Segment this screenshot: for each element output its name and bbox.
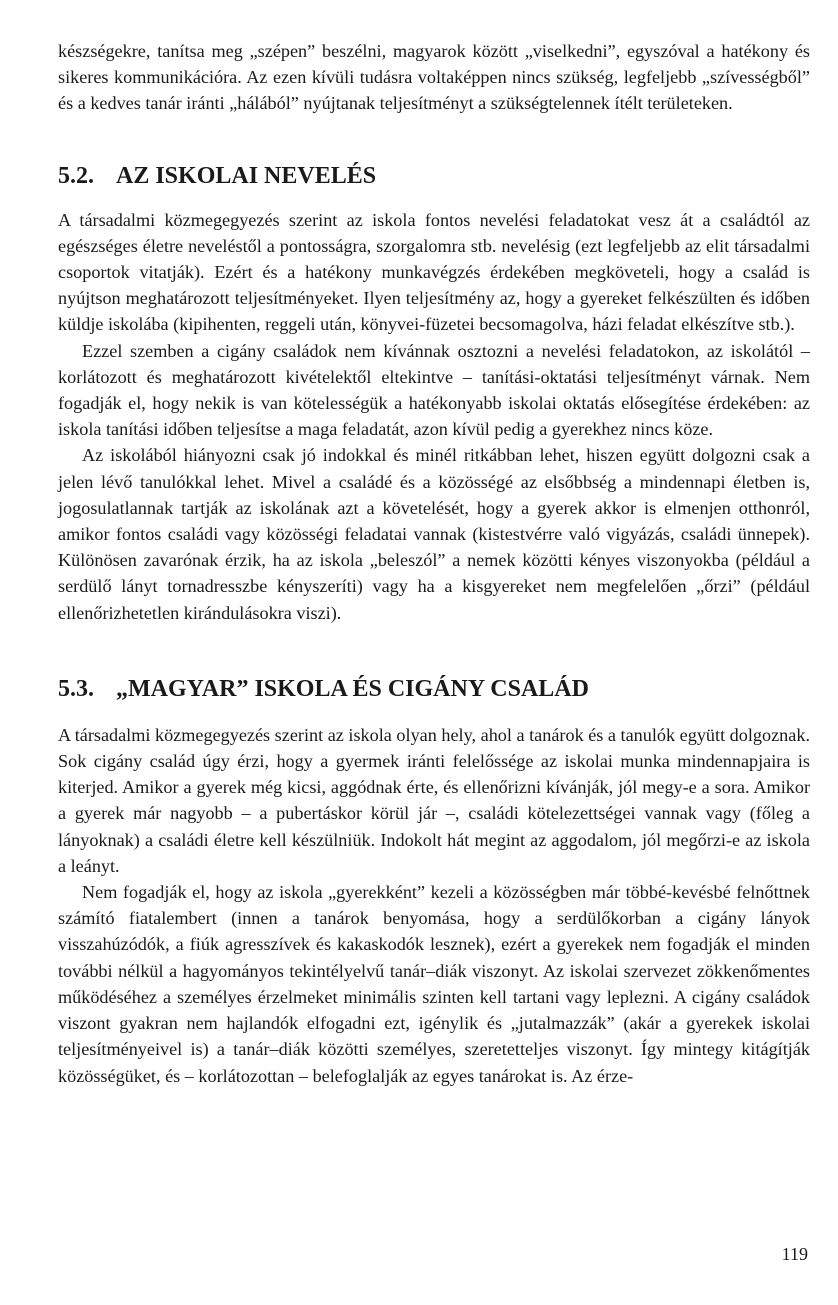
paragraph: Nem fogadják el, hogy az iskola „gyerekként” kezeli a közösségben már többé-kevésbé felnőttnek számító fiatalembert (innen a tanárok benyomása, hogy a serdülőkorban a cigány lányok visszahúzódók, a fiúk agresszívek és kakaskodók lesznek), ezért a gyerekek nem fogadják el minden további nélkül a hagyományos tekintélyelvű tanár–diák viszonyt. Az iskolai szervezet zökkenőmentes működéséhez a személyes érzelmeket minimális szinten kell tartani vagy leplezni. A cigány családok viszont gyakran nem hajlandók elfogadni ezt, igénylik és „jutalmazzák” (akár a gyerekek iskolai teljesítményeivel is) a tanár–diák közötti személyes, szeretetteljes viszonyt. Így mintegy kitágítják közösségüket, és – korlátozottan – belefoglalják az egyes tanárokat is. Az érze- [58, 882, 810, 1086]
paragraph: A társadalmi közmegegyezés szerint az iskola olyan hely, ahol a tanárok és a tanulók együtt dolgoznak. Sok cigány család úgy érzi, hogy a gyermek iránti felelőssége az iskolai munka mindennapjaira is kiterjed. Amikor a gyerek még kicsi, aggódnak érte, és ellenőrizni kívánják, jól megy-e a sora. Amikor a gyerek már nagyobb – a pubertáskor körül jár –, családi kötelezettségei vannak vagy (főleg a lányoknak) a családi életre kell készülniük. Indokolt hát megint az aggodalom, jól megőrzi-e az iskola a leányt. [58, 724, 810, 876]
paragraph: Az iskolából hiányozni csak jó indokkal és minél ritkábban lehet, hiszen együtt dolgozni csak a jelen lévő tanulókkal lehet. Mivel a családé és a közösségé az elsőbbség a mindennapi életben is, jogosulatlannak tartják az iskolának azt a követelését, hogy a gyerek akkor is elmenjen otthonról, amikor fontos családi vagy közösségi feladatai vannak (kistestvérre való vigyázás, családi ünnepek). Különösen zavarónak érzik, ha az iskola „beleszól” a nemek közötti kényes viszonyokba (például a serdülő lányt tornadresszbe kényszeríti) vagy ha a kisgyereket nem megfelelően „őrzi” (például ellenőrizhetetlen kirándulásokra viszi). [58, 445, 810, 623]
section-title: AZ ISKOLAI NEVELÉS [116, 162, 377, 189]
section-title: „MAGYAR” ISKOLA ÉS CIGÁNY CSALÁD [116, 675, 589, 702]
section-heading-5-3 [58, 674, 810, 704]
section-number: 5.2. [58, 162, 94, 189]
paragraph: A társadalmi közmegegyezés szerint az iskola fontos nevelési feladatokat vesz át a családtól az egészséges életre neveléstől a pontosságra, szorgalomra stb. nevelésig (ezt legfeljebb az elit társadalmi csoportok vitatják). Ezért és a hatékony munkavégzés érdekében megköveteli, hogy a család is nyújtson meghatározott teljesítményeket. Ilyen teljesítmény az, hogy a gyereket felkészülten és időben küldje iskolába (kipihenten, reggeli után, könyvei-füzetei becsomagolva, házi feladat elkészítve stb.). [58, 209, 810, 335]
intro-paragraph: készségekre, tanítsa meg „szépen” beszélni, magyarok között „viselkedni”, egyszóval a hatékony és sikeres kommunikációra. Az ezen kívüli tudásra voltaképpen nincs szükség, legfeljebb „szívességből” és a kedves tanár iránti „hálából” nyújtanak teljesítményt a szükségtelennek ítélt területeken. [58, 41, 810, 114]
page-number: 119 [781, 1244, 808, 1264]
page-content [58, 38, 810, 1089]
section-number: 5.3. [58, 675, 94, 702]
paragraph: Ezzel szemben a cigány családok nem kívánnak osztozni a nevelési feladatokon, az iskolától – korlátozott és meghatározott kivételektől eltekintve – tanítási-oktatási teljesítményt várnak. Nem fogadják el, hogy nekik is van kötelességük a hatékonyabb iskolai oktatás elősegítése érdekében: az iskola tanítási időben teljesítse a maga feladatát, azon kívül pedig a gyerekhez nincs köze. [58, 340, 810, 440]
section-heading-5-2 [58, 161, 810, 191]
